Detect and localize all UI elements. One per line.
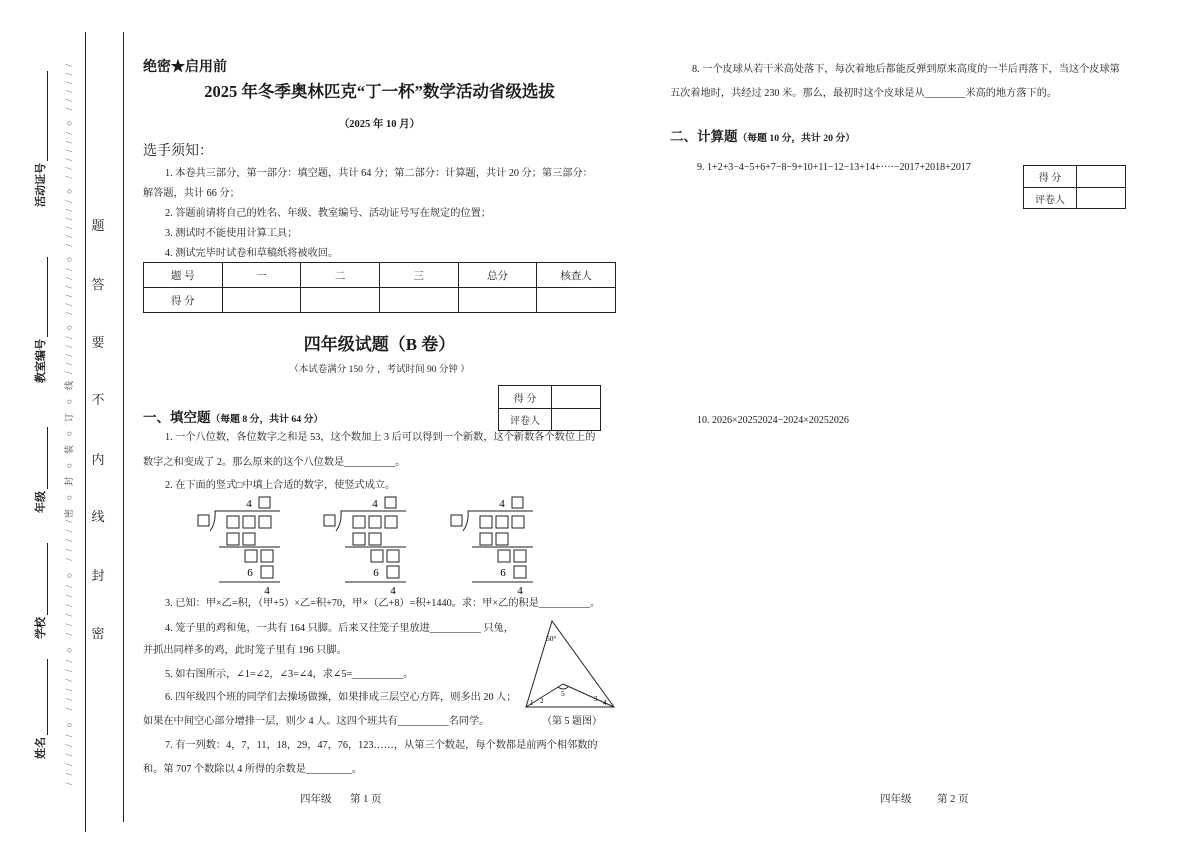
difference-box bbox=[498, 550, 510, 562]
dividend-box bbox=[259, 516, 271, 528]
division-diagram bbox=[451, 497, 533, 597]
question-line: 数字之和变成了 2。那么原来的这个八位数是__________。 bbox=[143, 457, 406, 468]
question-line: 5. 如右图所示，∠1=∠2，∠3=∠4，求∠5=__________。 bbox=[165, 669, 414, 680]
score-table-header-cell: 一 bbox=[222, 263, 301, 288]
question-line: 9. 1+2+3−4−5+6+7−8−9+10+11−12−13+14+····−2017+2018+2017 bbox=[697, 162, 971, 173]
product-box bbox=[369, 533, 381, 545]
angle-label-4: 4 bbox=[603, 699, 607, 707]
instructions-heading: 选手须知： bbox=[143, 144, 213, 159]
warning-char: 内 bbox=[91, 452, 105, 467]
question-line: 7. 有一列数：4，7，11，18，29，47，76，123……，从第三个数起，每个数都是前两个相邻数的 bbox=[165, 740, 598, 751]
quotient-box bbox=[512, 497, 523, 508]
school-blank bbox=[36, 543, 48, 615]
question-line: 3. 已知：甲×乙=积，（甲+5）×乙=积+70，甲×（乙+8）=积+1440。求：甲×乙的积是__________。 bbox=[165, 598, 601, 609]
divisor-box bbox=[451, 515, 462, 526]
paper-title: 四年级试题（B 卷） bbox=[303, 335, 456, 354]
score-table bbox=[143, 262, 616, 313]
difference-box bbox=[371, 550, 383, 562]
school-field bbox=[33, 543, 48, 639]
score-table-header-cell: 核查人 bbox=[537, 263, 616, 288]
classroom-no-label: 教室编号 bbox=[35, 339, 47, 383]
instruction-line: 2. 答题前请将自己的姓名、年级、教室编号、活动证号写在规定的位置； bbox=[165, 208, 491, 219]
remainder-digit: 4 bbox=[264, 585, 270, 597]
name-field bbox=[33, 659, 48, 759]
product-box bbox=[480, 533, 492, 545]
warning-char: 线 bbox=[91, 509, 105, 524]
division-diagram bbox=[198, 497, 280, 597]
product-box bbox=[261, 566, 273, 578]
dividend-box bbox=[512, 516, 524, 528]
activity-id-field bbox=[33, 71, 48, 207]
name-blank bbox=[36, 659, 48, 735]
product-box bbox=[243, 533, 255, 545]
dividend-box bbox=[227, 516, 239, 528]
question-line: 8. 一个皮球从若干米高处落下，每次着地后都能反弹到原来高度的一半后再落下，当这个皮球第 bbox=[692, 64, 1120, 75]
product-box bbox=[227, 533, 239, 545]
grader-box-score-cell bbox=[552, 386, 601, 409]
section-heading-points: （每题 8 分，共计 64 分） bbox=[210, 414, 324, 425]
grader-box bbox=[1023, 165, 1126, 209]
score-cell bbox=[537, 288, 616, 313]
quotient-box bbox=[385, 497, 396, 508]
question-line: 4. 笼子里的鸡和兔，一共有 164 只脚。后来又往笼子里放进__________ 只兔， bbox=[165, 623, 514, 634]
triangle-outline bbox=[526, 621, 614, 707]
grader-box-grader-cell bbox=[1077, 188, 1126, 209]
warning-char: 要 bbox=[91, 335, 105, 350]
figure-caption: （第 5 题图） bbox=[542, 716, 602, 727]
score-table-header-cell: 题 号 bbox=[144, 263, 223, 288]
grader-box-grader-label: 评卷人 bbox=[1024, 188, 1077, 209]
instruction-line: 解答题，共计 66 分； bbox=[143, 188, 240, 199]
school-label: 学校 bbox=[35, 617, 47, 639]
remainder-digit: 4 bbox=[390, 585, 396, 597]
product-digit: 6 bbox=[373, 567, 379, 579]
grade-label: 年级 bbox=[35, 491, 47, 513]
triangle-figure bbox=[520, 614, 618, 712]
score-cell bbox=[458, 288, 537, 313]
warning-char: 答 bbox=[91, 277, 105, 292]
seal-line-upper: / / / / / ○ / / / / / / ○ / / / / / / ○ / / / / / / ○ / / / / / / bbox=[64, 64, 74, 374]
difference-box bbox=[387, 550, 399, 562]
name-label: 姓名 bbox=[35, 737, 47, 759]
product-box bbox=[387, 566, 399, 578]
difference-box bbox=[514, 550, 526, 562]
product-box bbox=[514, 566, 526, 578]
score-table-row-label: 得 分 bbox=[144, 288, 223, 313]
product-box bbox=[353, 533, 365, 545]
instruction-line: 1. 本卷共三部分，第一部分：填空题，共计 64 分；第二部分：计算题，共计 20 分；第三部分： bbox=[165, 168, 593, 179]
footer-page-number: 第 1 页 bbox=[350, 794, 382, 805]
margin-divider-line bbox=[85, 32, 86, 832]
question-line: 并抓出同样多的鸡，此时笼子里有 196 只脚。 bbox=[143, 645, 347, 656]
margin-divider-line bbox=[123, 32, 124, 822]
divisor-box bbox=[324, 515, 335, 526]
footer-page-number: 第 2 页 bbox=[937, 794, 969, 805]
score-cell bbox=[222, 288, 301, 313]
dividend-box bbox=[353, 516, 365, 528]
angle-label-5: 5 bbox=[561, 689, 565, 698]
section-heading-points: （每题 10 分，共计 20 分） bbox=[737, 133, 856, 144]
grader-box-grader-label: 评卷人 bbox=[499, 409, 552, 431]
instruction-line: 3. 测试时不能使用计算工具； bbox=[165, 228, 298, 239]
product-box bbox=[496, 533, 508, 545]
warning-char: 封 bbox=[91, 568, 105, 583]
warning-char: 不 bbox=[91, 392, 105, 407]
quotient-digit: 4 bbox=[499, 498, 505, 510]
grader-box-score-label: 得 分 bbox=[499, 386, 552, 409]
exam-title: 2025 年冬季奥林匹克“丁一杯”数学活动省级选拔 bbox=[204, 82, 555, 101]
product-digit: 6 bbox=[247, 567, 253, 579]
dividend-box bbox=[480, 516, 492, 528]
score-table-header-cell: 三 bbox=[379, 263, 458, 288]
exam-date: （2025 年 10 月） bbox=[338, 119, 421, 130]
question-line: 五次着地时，共经过 230 米。那么，最初时这个皮球是从________米高的地方落下的。 bbox=[670, 88, 1058, 99]
angle-label-3: 3 bbox=[594, 695, 598, 703]
question-line: 2. 在下面的竖式□中填上合适的数字，使竖式成立。 bbox=[165, 480, 396, 491]
score-table-header-cell: 总分 bbox=[458, 263, 537, 288]
quotient-digit: 4 bbox=[246, 498, 252, 510]
confidential-label: 绝密★启用前 bbox=[143, 60, 227, 75]
footer-grade: 四年级 bbox=[300, 794, 332, 805]
grader-box-grader-cell bbox=[552, 409, 601, 431]
grade-field bbox=[33, 427, 48, 513]
score-cell bbox=[379, 288, 458, 313]
question-line: 如果在中间空心部分增排一层，则少 4 人。这四个班共有__________名同学。 bbox=[143, 716, 490, 727]
question-line: 10. 2026×20252024−2024×20252026 bbox=[697, 415, 849, 426]
instruction-line: 4. 测试完毕时试卷和草稿纸将被收回。 bbox=[165, 248, 339, 259]
grader-box-score-cell bbox=[1077, 166, 1126, 188]
divisor-box bbox=[198, 515, 209, 526]
dividend-box bbox=[369, 516, 381, 528]
activity-id-blank bbox=[36, 71, 48, 161]
grade-blank bbox=[36, 427, 48, 489]
angle-label-top: 50° bbox=[546, 634, 557, 643]
difference-box bbox=[261, 550, 273, 562]
dividend-box bbox=[243, 516, 255, 528]
warning-char: 题 bbox=[91, 218, 105, 233]
classroom-no-blank bbox=[36, 257, 48, 337]
quotient-box bbox=[259, 497, 270, 508]
dividend-box bbox=[496, 516, 508, 528]
section-heading-title: 二、计算题 bbox=[670, 129, 738, 144]
product-digit: 6 bbox=[500, 567, 506, 579]
angle-label-2: 2 bbox=[540, 697, 544, 705]
dividend-box bbox=[385, 516, 397, 528]
activity-id-label: 活动证号 bbox=[35, 163, 47, 207]
warning-char: 密 bbox=[91, 626, 105, 641]
grader-box bbox=[498, 385, 601, 431]
section-heading bbox=[670, 129, 855, 147]
seal-line-lower: / / / / / / ○ / / / / / / ○ / / / / / / ○ / / / / / bbox=[64, 520, 74, 785]
score-cell bbox=[301, 288, 380, 313]
difference-box bbox=[245, 550, 257, 562]
footer-grade: 四年级 bbox=[880, 794, 912, 805]
remainder-digit: 4 bbox=[517, 585, 523, 597]
division-diagram bbox=[324, 497, 406, 597]
angle-label-1: 1 bbox=[530, 699, 534, 707]
quotient-digit: 4 bbox=[372, 498, 378, 510]
question-line: 和。第 707 个数除以 4 所得的余数是_________。 bbox=[143, 764, 363, 775]
question-line: 6. 四年级四个班的同学们去操场做操，如果排成三层空心方阵，则多出 20 人； bbox=[165, 692, 517, 703]
section-heading-title: 一、填空题 bbox=[143, 410, 211, 425]
question-line: 1. 一个八位数，各位数字之和是 53，这个数加上 3 后可以得到一个新数，这个新数各个数位上的 bbox=[165, 432, 596, 443]
classroom-no-field bbox=[33, 257, 48, 383]
seal-line-middle: 密 ○ 封 ○ 装 ○ 订 ○ 线 bbox=[64, 381, 74, 518]
grader-box-score-label: 得 分 bbox=[1024, 166, 1077, 188]
section-heading bbox=[143, 410, 323, 428]
score-table-header-cell: 二 bbox=[301, 263, 380, 288]
paper-info: （本试卷满分 150 分 ，考试时间 90 分钟 ） bbox=[289, 365, 470, 375]
division-diagrams bbox=[190, 490, 523, 602]
